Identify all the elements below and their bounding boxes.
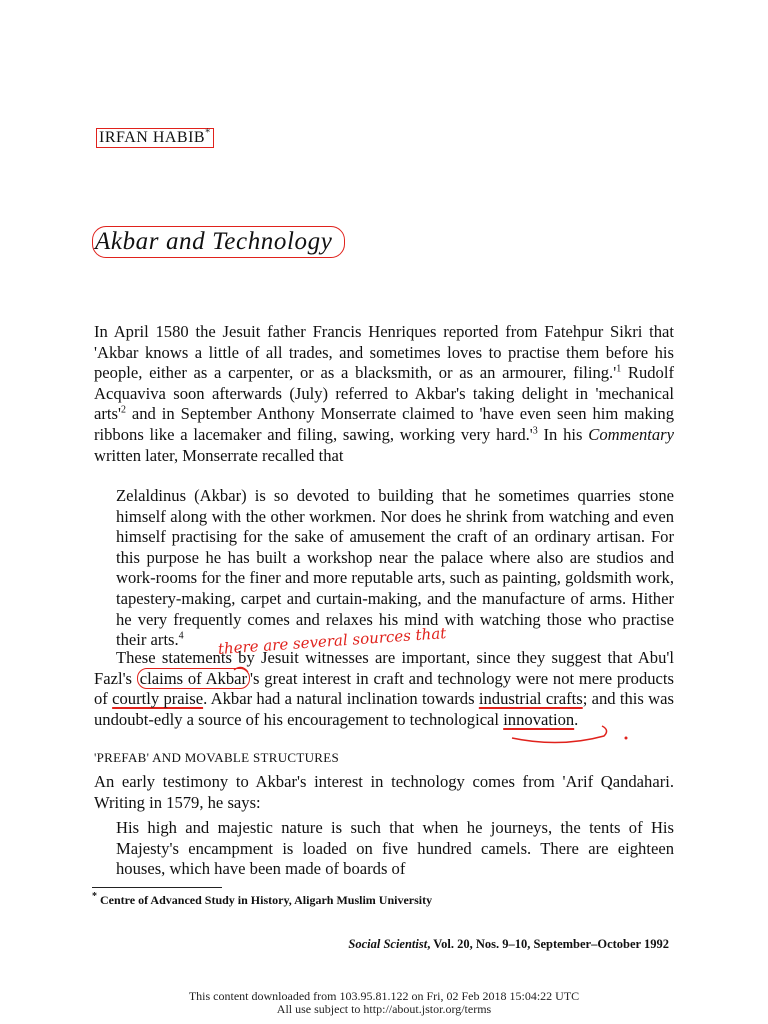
section-heading: 'PREFAB' AND MOVABLE STRUCTURES	[94, 750, 340, 765]
intro-text-d: In his	[537, 424, 589, 444]
download-stamp	[0, 990, 768, 1016]
handwritten-annotation: there are several sources that	[217, 624, 447, 658]
intro-text-b: Rudolf Acquaviva soon afterwards (July) referred to Akbar's taking delight in 'mechanical arts'	[94, 363, 674, 424]
intro-text-e: written later, Monserrate recalled that	[94, 445, 344, 465]
para2-text-e: .	[574, 709, 579, 729]
quote1-text: Zelaldinus (Akbar) is so devoted to building that he sometimes quarries stone himself along with the other workmen. Nor does he shrink from watching and even himself practising for the sake of amusement the craft of an ordinary artisan. For this purpose he has built a workshop near the palace where also are studios and work-rooms for the finer and more reputable arts, such as painting, goldsmith work, tapestery-making, carpet and curtain-making, and the manufacture of arms. Hither he very frequently comes and relaxes his mind with watching those who practise their arts.	[116, 486, 674, 650]
underlined-industrial-crafts: industrial crafts	[478, 689, 583, 709]
author-name	[96, 128, 214, 148]
article-title: Akbar and Technology	[92, 226, 345, 258]
para2-text-d: ; and this was undoubt-edly a source of his encouragement to technological	[94, 689, 674, 729]
journal-citation	[348, 937, 669, 952]
block-quote-qandahari: His high and majestic nature is such that when he journeys, the tents of His Majesty's encampment is loaded on five hundred camels. There are eighteen houses, which have been made of boards of	[116, 818, 674, 879]
intro-paragraph	[94, 322, 674, 466]
underlined-courtly-praise: courtly praise	[112, 689, 204, 709]
annotation-dot	[625, 737, 628, 740]
footnote	[92, 893, 432, 908]
footnote-ref-1: 1	[616, 363, 622, 375]
block-quote-monserrate	[116, 486, 674, 651]
commentary-italic: Commentary	[588, 424, 674, 444]
footnote-divider	[92, 887, 222, 888]
intro-text-c: and in September Anthony Monserrate claimed to 'have even seen him making ribbons like a lacemaker and filing, sawing, working very hard.'	[94, 404, 674, 444]
footnote-ref-4: 4	[178, 630, 184, 642]
author-footnote-mark: *	[205, 127, 211, 139]
author-text: IRFAN HABIB	[99, 129, 206, 146]
paragraph-statements	[94, 648, 674, 730]
circled-claims: claims of Akbar	[137, 668, 250, 689]
footnote-mark: *	[92, 891, 97, 902]
journal-name: Social Scientist	[348, 937, 428, 951]
footnote-ref-2: 2	[120, 404, 126, 416]
para2-text-c: . Akbar had a natural inclination towards	[203, 689, 479, 709]
underlined-innovation: innovation	[503, 709, 575, 729]
footnote-text: Centre of Advanced Study in History, Aligarh Muslim University	[100, 893, 433, 907]
para2-text-a: These statements by Jesuit witnesses are important, since they suggest that Abu'l Fazl's	[94, 648, 674, 688]
footnote-ref-3: 3	[532, 425, 538, 437]
journal-details: , Vol. 20, Nos. 9–10, September–October 1992	[427, 937, 669, 951]
intro-text-a: In April 1580 the Jesuit father Francis Henriques reported from Fatehpur Sikri that 'Akbar knows a little of all trades, and sometimes loves to practise them before his people, either as a carpenter, or as a blacksmith, or as an armourer, filing.'	[94, 322, 674, 383]
stamp-line-1: This content downloaded from 103.95.81.122 on Fri, 02 Feb 2018 15:04:22 UTC	[188, 989, 580, 1003]
stamp-line-2: All use subject to http://about.jstor.org/terms	[276, 1002, 492, 1016]
para2-text-b: 's great interest in craft and technology were not mere products of	[94, 668, 674, 709]
paragraph-testimony: An early testimony to Akbar's interest in technology comes from 'Arif Qandahari. Writing in 1579, he says:	[94, 772, 674, 812]
